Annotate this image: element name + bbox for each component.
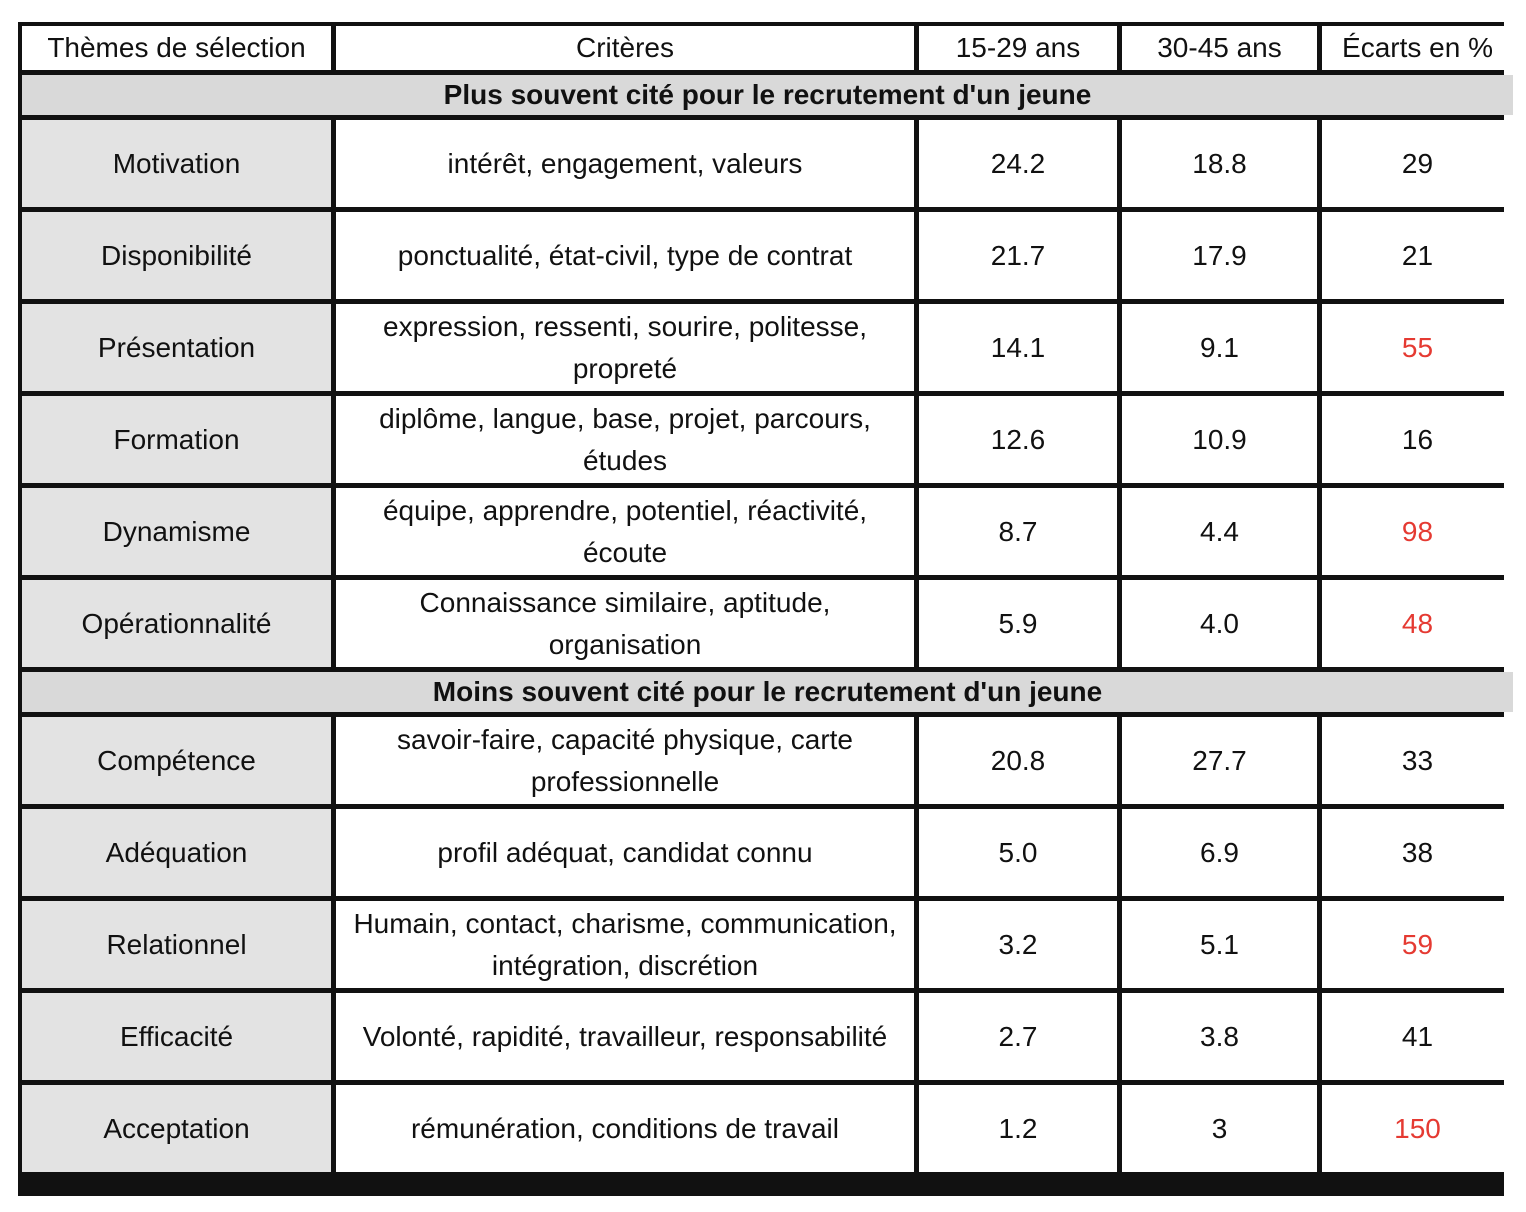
ecart-cell: 38: [1322, 809, 1513, 896]
value-30-45-cell: 27.7: [1122, 717, 1317, 804]
value-15-29-cell: 21.7: [919, 212, 1117, 299]
ecart-cell: 98: [1322, 488, 1513, 575]
ecart-cell: 59: [1322, 901, 1513, 988]
theme-cell: Adéquation: [22, 809, 331, 896]
criteria-cell: profil adéquat, candidat connu: [336, 809, 914, 896]
value-15-29-cell: 14.1: [919, 304, 1117, 391]
ecart-cell: 48: [1322, 580, 1513, 667]
value-15-29-cell: 5.9: [919, 580, 1117, 667]
value-30-45-cell: 6.9: [1122, 809, 1317, 896]
criteria-cell: Humain, contact, charisme, communication, intégration, discrétion: [336, 901, 914, 988]
section-title: Plus souvent cité pour le recrutement d'un jeune: [22, 75, 1513, 115]
theme-cell: Acceptation: [22, 1085, 331, 1172]
ecart-cell: 21: [1322, 212, 1513, 299]
criteria-cell: intérêt, engagement, valeurs: [336, 120, 914, 207]
value-15-29-cell: 2.7: [919, 993, 1117, 1080]
criteria-cell: équipe, apprendre, potentiel, réactivité, écoute: [336, 488, 914, 575]
criteria-cell: savoir-faire, capacité physique, carte professionnelle: [336, 717, 914, 804]
theme-cell: Motivation: [22, 120, 331, 207]
recruitment-criteria-table: [18, 22, 1504, 1196]
ecart-cell: 41: [1322, 993, 1513, 1080]
value-30-45-cell: 4.4: [1122, 488, 1317, 575]
value-30-45-cell: 5.1: [1122, 901, 1317, 988]
column-header-30-45: 30-45 ans: [1122, 26, 1317, 70]
value-15-29-cell: 1.2: [919, 1085, 1117, 1172]
criteria-cell: ponctualité, état-civil, type de contrat: [336, 212, 914, 299]
theme-cell: Relationnel: [22, 901, 331, 988]
criteria-cell: Connaissance similaire, aptitude, organisation: [336, 580, 914, 667]
theme-cell: Disponibilité: [22, 212, 331, 299]
column-header-15-29: 15-29 ans: [919, 26, 1117, 70]
ecart-cell: 55: [1322, 304, 1513, 391]
ecart-cell: 33: [1322, 717, 1513, 804]
section-title: Moins souvent cité pour le recrutement d'un jeune: [22, 672, 1513, 712]
value-30-45-cell: 4.0: [1122, 580, 1317, 667]
criteria-cell: Volonté, rapidité, travailleur, responsabilité: [336, 993, 914, 1080]
value-30-45-cell: 10.9: [1122, 396, 1317, 483]
column-header-ecarts: Écarts en %: [1322, 26, 1513, 70]
value-15-29-cell: 3.2: [919, 901, 1117, 988]
ecart-cell: 150: [1322, 1085, 1513, 1172]
ecart-cell: 16: [1322, 396, 1513, 483]
column-header-themes: Thèmes de sélection: [22, 26, 331, 70]
criteria-cell: expression, ressenti, sourire, politesse, propreté: [336, 304, 914, 391]
value-30-45-cell: 18.8: [1122, 120, 1317, 207]
value-30-45-cell: 9.1: [1122, 304, 1317, 391]
column-header-criteria: Critères: [336, 26, 914, 70]
theme-cell: Dynamisme: [22, 488, 331, 575]
theme-cell: Efficacité: [22, 993, 331, 1080]
value-15-29-cell: 20.8: [919, 717, 1117, 804]
theme-cell: Opérationnalité: [22, 580, 331, 667]
theme-cell: Présentation: [22, 304, 331, 391]
value-15-29-cell: 8.7: [919, 488, 1117, 575]
value-15-29-cell: 5.0: [919, 809, 1117, 896]
ecart-cell: 29: [1322, 120, 1513, 207]
criteria-cell: rémunération, conditions de travail: [336, 1085, 914, 1172]
theme-cell: Compétence: [22, 717, 331, 804]
value-15-29-cell: 12.6: [919, 396, 1117, 483]
value-15-29-cell: 24.2: [919, 120, 1117, 207]
criteria-cell: diplôme, langue, base, projet, parcours, études: [336, 396, 914, 483]
value-30-45-cell: 3: [1122, 1085, 1317, 1172]
theme-cell: Formation: [22, 396, 331, 483]
value-30-45-cell: 17.9: [1122, 212, 1317, 299]
value-30-45-cell: 3.8: [1122, 993, 1317, 1080]
